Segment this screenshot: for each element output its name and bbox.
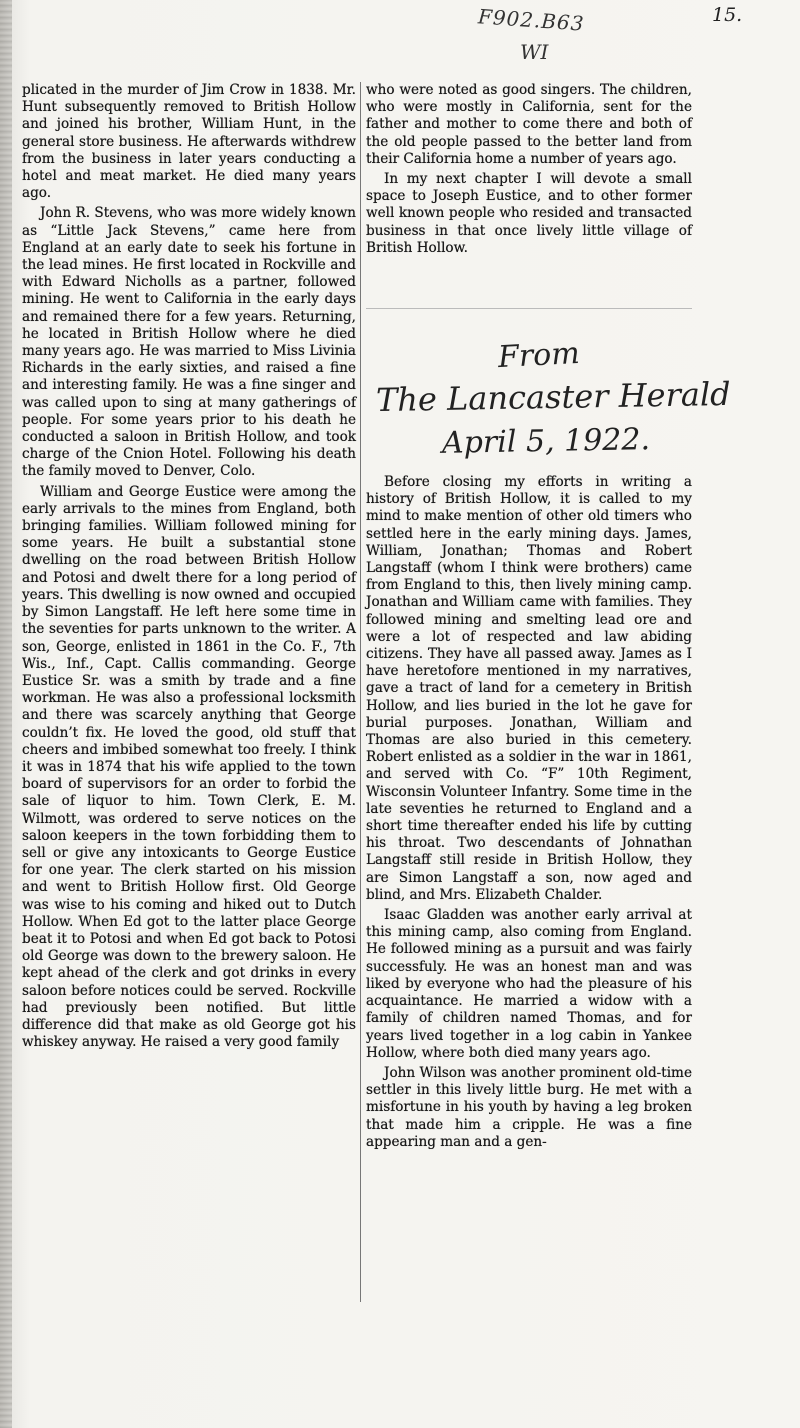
left-paragraph-3: William and George Eustice were among the early arrivals to the mines from England, both bringing families. William followed mining for some years. He built a substantial stone dwelling on the road between British Hollow and Potosi and dwelt there for a long period of years. This dwelling is now owned and occupied by Simon Langstaff. He left here some time in the seventies for parts unknown to the writer. A son, George, enlisted in 1861 in the Co. F., 7th Wis., Inf., Capt. Callis commanding. George Eustice Sr. was a smith by trade and a fine workman. He was also a professional locksmith and there was scarcely anything that George couldn’t fix. He loved the good, old stuff that cheers and imbibed somewhat too freely. I think it was in 1874 that his wife applied to the town board of supervisors for an order to forbid the sale of liquor to him. Town Clerk, E. M. Wilmott, was ordered to serve notices on the saloon keepers in the town forbidding them to sell or give any intoxicants to George Eustice for one year. The clerk started on his mission and went to British Hollow first. Old George was wise to his coming and hiked out to Dutch Hollow. When Ed got to the latter place George beat it to Potosi and when Ed got back to Potosi old George was down to the brewery saloon. He kept ahead of the clerk and got drinks in every saloon before notices could be served. Rockville had previously been notified. But little difference did that make as old George got his whiskey anyway. He raised a very good family <box>22 483 356 1051</box>
catalog-number-annotation: F902.B63 <box>477 4 586 36</box>
right-top-paragraph-2: In my next chapter I will devote a small space to Joseph Eustice, and to other former well known people who resided and transacted business in that once lively little village of British Hollow. <box>366 171 692 256</box>
right-bottom-paragraph-3: John Wilson was another prominent old-time settler in this lively little burg. He met with a misfortune in his youth by having a leg broken that made him a cripple. He was a fine appearing man and a gen- <box>366 1064 692 1150</box>
right-article-column-bottom <box>366 474 692 1151</box>
right-top-paragraph-1: who were noted as good singers. The children, who were mostly in California, sent for the father and mother to come there and both of the old people passed to the better land from their California home a number of years ago. <box>366 82 692 167</box>
column-divider-rule <box>366 308 692 309</box>
scan-edge-shadow <box>0 0 12 1428</box>
initials-annotation: WI <box>520 40 549 64</box>
page-number-annotation: 15. <box>712 4 743 26</box>
right-article-column-top <box>366 82 692 257</box>
source-annotation-from: From <box>497 335 581 376</box>
source-annotation-date: April 5, 1922. <box>441 422 651 461</box>
left-paragraph-1: plicated in the murder of Jim Crow in 1838. Mr. Hunt subsequently removed to British Hollow and joined his brother, William Hunt, in the general store business. He afterwards withdrew from the business in later years conducting a hotel and meat market. He died many years ago. <box>22 82 356 202</box>
right-bottom-paragraph-1: Before closing my efforts in writing a history of British Hollow, it is called to my mind to make mention of other old timers who settled here in the early mining days. James, William, Jonathan; Thomas and Robert Langstaff (whom I think were brothers) came from England to this, then lively mining camp. Jonathan and William came with families. They followed mining and smelting lead ore and were a lot of respected and law abiding citizens. They have all passed away. James as I have heretofore mentioned in my narratives, gave a tract of land for a cemetery in British Hollow, and lies buried in the lot he gave for burial purposes. Jonathan, William and Thomas are also buried in this cemetery. Robert enlisted as a soldier in the war in 1861, and served with Co. “F” 10th Regiment, Wisconsin Volunteer Infantry. Some time in the late seventies he returned to England and a short time thereafter ended his life by cutting his throat. Two descendants of Johnathan Langstaff still reside in British Hollow, they are Simon Langstaff a son, now aged and blind, and Mrs. Elizabeth Chalder. <box>366 474 692 903</box>
source-annotation-paper: The Lancaster Herald <box>375 374 731 420</box>
right-bottom-paragraph-2: Isaac Gladden was another early arrival at this mining camp, also coming from England. He followed mining as a pursuit and was fairly successfuly. He was an honest man and was liked by everyone who had the pleasure of his acquaintance. He married a widow with a family of children named Thomas, and for years lived together in a log cabin in Yankee Hollow, where both died many years ago. <box>366 907 692 1061</box>
left-article-column <box>22 82 361 1302</box>
left-paragraph-2: John R. Stevens, who was more widely known as “Little Jack Stevens,” came here from England at an early date to seek his fortune in the lead mines. He first located in Rockville and with Edward Nicholls as a partner, followed mining. He went to California in the early days and remained there for a few years. Returning, he located in British Hollow where he died many years ago. He was married to Miss Livinia Richards in the early sixties, and raised a fine and interesting family. He was a fine singer and was called upon to sing at many gatherings of people. For some years prior to his death he conducted a saloon in British Hollow, and took charge of the Cnion Hotel. Following his death the family moved to Denver, Colo. <box>22 205 356 480</box>
